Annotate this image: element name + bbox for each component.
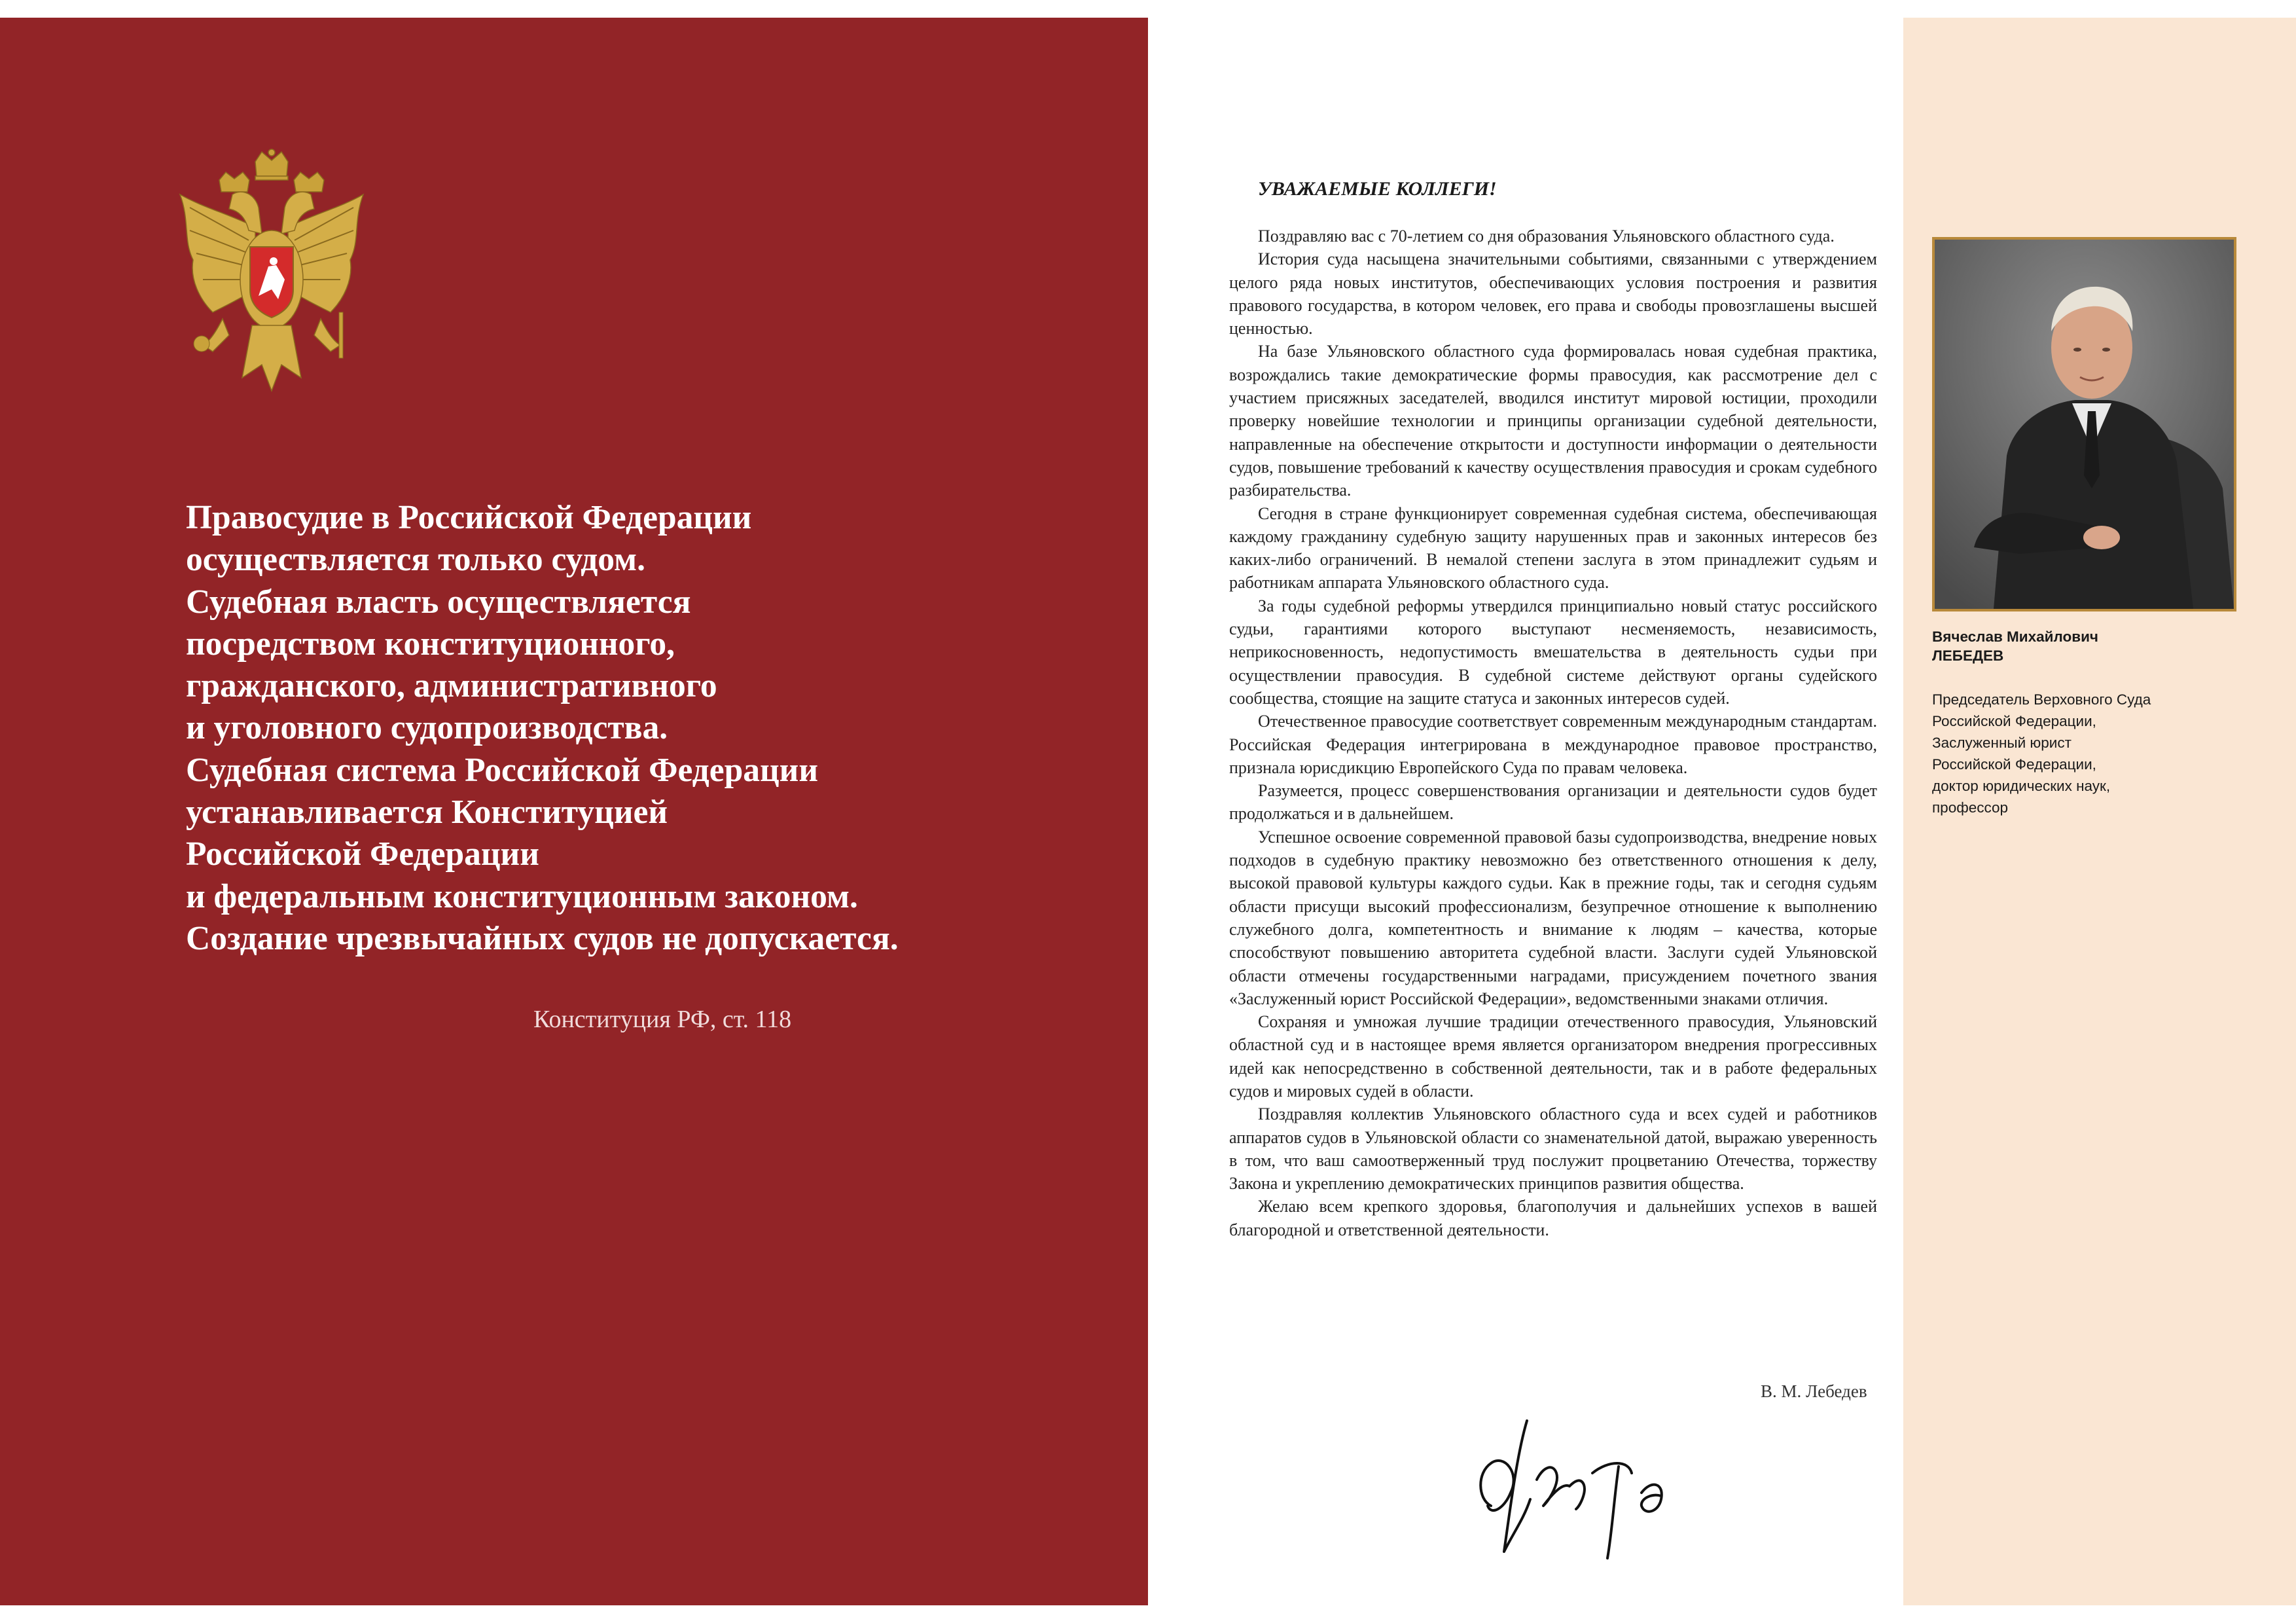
constitution-line: и уголовного судопроизводства.: [186, 709, 668, 747]
constitution-line: Правосудие в Российской Федерации: [186, 499, 752, 536]
letter-paragraph: История суда насыщена значительными событиями, связанными с утверждением целого ряда новых институтов, обеспечивающих условия построения и развития правового государства, в котором человек, его права и свободы провозглашены высшей ценностью.: [1229, 249, 1877, 338]
portrait-photo-icon: [1935, 240, 2234, 609]
constitution-line: устанавливается Конституцией: [186, 793, 668, 831]
letter-greeting: УВАЖАЕМЫЕ КОЛЛЕГИ!: [1258, 178, 1497, 200]
constitution-line: осуществляется только судом.: [186, 541, 645, 579]
letter-body: [1229, 225, 1877, 1241]
constitution-line: и федеральным конституционным законом.: [186, 877, 858, 915]
person-title-line: Российской Федерации,: [1932, 756, 2096, 773]
left-page: [0, 18, 1148, 1605]
person-title-line: Председатель Верховного Суда: [1932, 691, 2151, 708]
letter-paragraph: Поздравляя коллектив Ульяновского областного суда и всех судей и работников аппаратов судов в Ульяновской области со знаменательной датой, выражаю уверенность в том, что ваш самоотверженный труд послужит процветанию Отечества, торжеству Закона и укреплению демократических принципов развития общества.: [1229, 1104, 1877, 1194]
constitution-line: посредством конституционного,: [186, 625, 675, 663]
person-name: [1932, 627, 2233, 665]
person-title-line: Заслуженный юрист: [1932, 735, 2072, 751]
person-first-names: Вячеслав Михайлович: [1932, 629, 2098, 645]
letter-paragraph: Сохраняя и умножая лучшие традиции отечественного правосудия, Ульяновский областной суд и в настоящее время является организатором внедрения прогрессивных идей как непосредственно в собственной деятельности, так и в работе федеральных судов и мировых судей в области.: [1229, 1012, 1877, 1101]
letter-paragraph: За годы судебной реформы утвердился принципиально новый статус российского судьи, гарантиями которого выступают несменяемость, независимость, неприкосновенность, недопустимость вмешательства в деятельность судьи при осуществлении правосудия. В судебной системе действуют органы судейского сообщества, стоящие на защите статуса и законных интересов судей.: [1229, 596, 1877, 708]
letter-paragraph: Отечественное правосудие соответствует современным международным стандартам. Российская Федерация интегрирована в международное правовое пространство, признала юрисдикцию Европейского Суда по правам человека.: [1229, 712, 1877, 777]
constitution-line: гражданского, административного: [186, 667, 717, 705]
constitution-line: Судебная система Российской Федерации: [186, 751, 819, 789]
letter-paragraph: На базе Ульяновского областного суда формировалась новая судебная практика, возрождались такие демократические формы правосудия, как рассмотрение дел с участием присяжных заседателей, вводился институт мировой юстиции, проходили проверку новейшие технологии и принципы организации судебной деятельности, направленные на обеспечение открытости и доступности информации о деятельности судов, повышение требований к качеству осуществления правосудия и срокам судебного разбирательства.: [1229, 342, 1877, 500]
letter-paragraph: Желаю всем крепкого здоровья, благополучия и дальнейших успехов в вашей благородной и ответственной деятельности.: [1229, 1197, 1877, 1239]
person-title-line: Российской Федерации,: [1932, 713, 2096, 729]
constitution-citation: Конституция РФ, ст. 118: [533, 1006, 792, 1033]
handwritten-signature: [1465, 1401, 1713, 1565]
portrait-photo: [1932, 237, 2236, 611]
person-title: [1932, 689, 2233, 818]
person-title-line: доктор юридических наук,: [1932, 778, 2111, 794]
coat-of-arms-emblem: [164, 149, 380, 397]
letter-sign-off: В. М. Лебедев: [1761, 1381, 1867, 1401]
person-title-line: профессор: [1932, 799, 2009, 816]
constitution-line: Российской Федерации: [186, 835, 539, 873]
letter-paragraph: Сегодня в стране функционирует современная судебная система, обеспечивающая каждому гражданину судебную защиту нарушенных прав и законных интересов без каких-либо ограничений. В немалой степени заслуга в этом принадлежит судьям и работникам аппарата Ульяновского областного суда.: [1229, 503, 1877, 593]
letter-paragraph: Разумеется, процесс совершенствования организации и деятельности судов будет продолжаться и в дальнейшем.: [1229, 781, 1877, 824]
letter-paragraph: Поздравляю вас с 70-летием со дня образования Ульяновского областного суда.: [1258, 227, 1835, 246]
constitution-line: Судебная власть осуществляется: [186, 583, 691, 621]
constitution-quote: [186, 497, 1037, 960]
letter-paragraph: Успешное освоение современной правовой базы судопроизводства, внедрение новых подходов в судебную практику невозможно без ответственного отношения к делу, высокой правовой культуры каждого судьи. Как в прежние годы, так и сегодня судьям области присущи высокий профессионализм, безупречное отношение к выполнению служебного долга, компетентность и внимание к людям – качества, которые способствуют повышению авторитета судебной власти. Заслуги судей Ульяновской области отмечены государственными наградами, присуждением почетного звания «Заслуженный юрист Российской Федерации», ведомственными знаками отличия.: [1229, 827, 1877, 1008]
constitution-line: Создание чрезвычайных судов не допускается.: [186, 919, 899, 957]
person-surname: ЛЕБЕДЕВ: [1932, 647, 2004, 664]
